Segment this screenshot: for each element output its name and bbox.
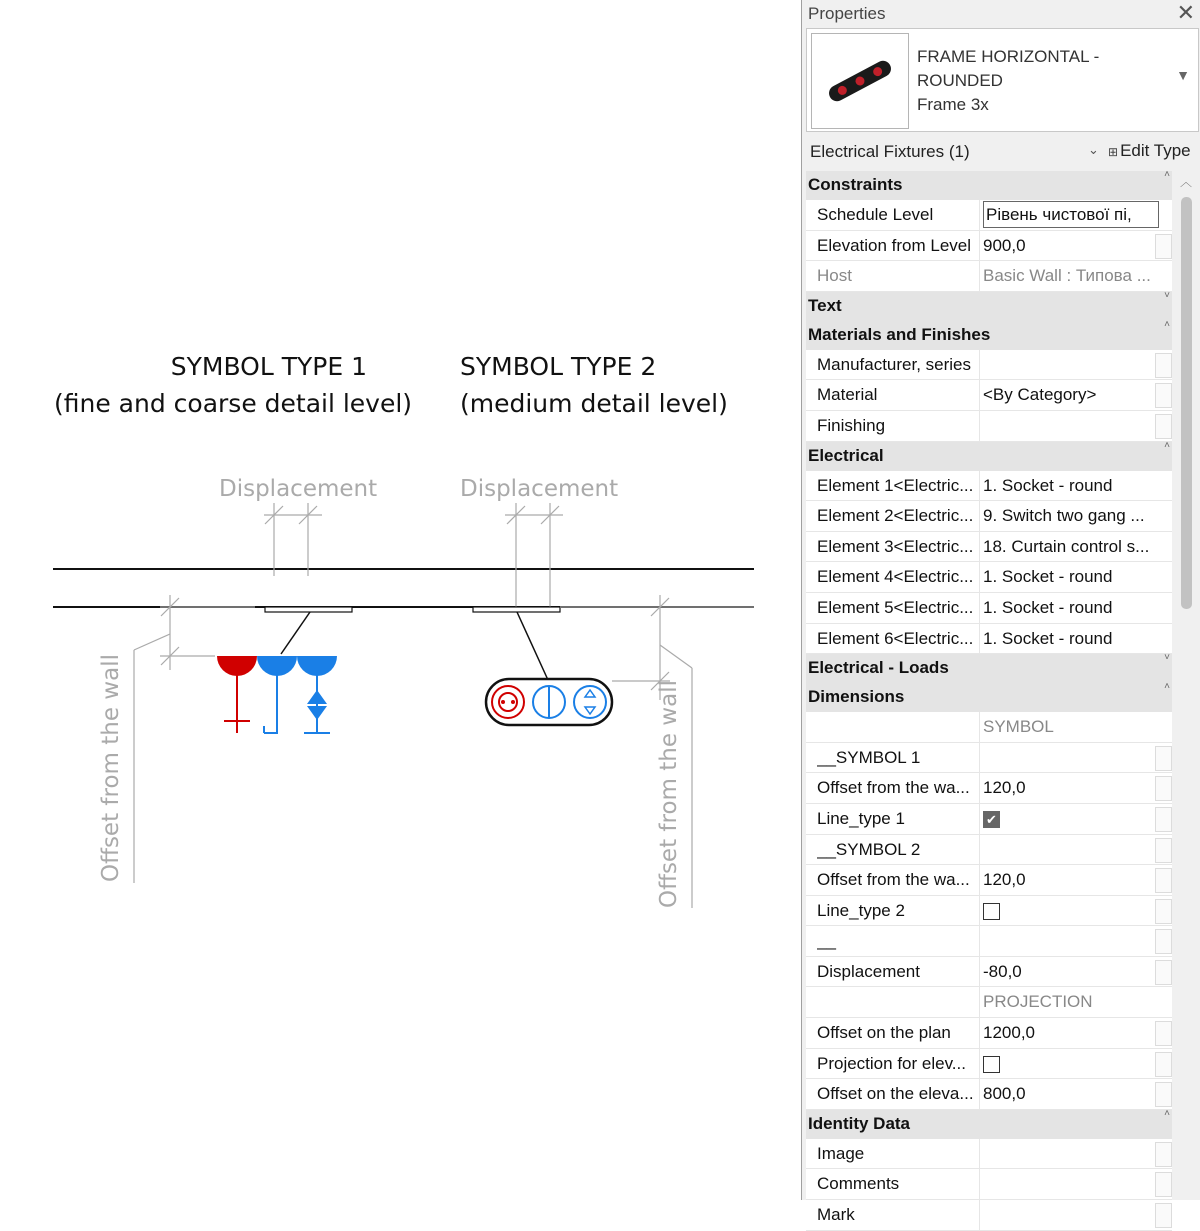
group-header[interactable] <box>806 289 1172 321</box>
group-header[interactable] <box>806 683 1172 712</box>
associate-parameter-button[interactable] <box>1155 383 1172 408</box>
group-title: Dimensions <box>808 687 905 707</box>
column-divider <box>979 532 980 562</box>
offset-dimension-1 <box>134 595 255 883</box>
column-divider <box>979 987 980 1017</box>
scrollbar-thumb[interactable] <box>1181 197 1192 609</box>
property-name: Manufacturer, series <box>817 354 972 374</box>
associate-parameter-button[interactable] <box>1155 414 1172 439</box>
associate-parameter-button[interactable] <box>1155 868 1172 893</box>
property-row[interactable] <box>806 1200 1172 1231</box>
column-divider <box>979 380 980 410</box>
property-value[interactable]: 18. Curtain control s... <box>983 536 1150 556</box>
property-name: Element 6<Electric... <box>817 628 974 648</box>
property-row[interactable] <box>806 773 1172 804</box>
expand-icon[interactable]: ˅ <box>1164 289 1170 301</box>
property-row[interactable] <box>806 350 1172 381</box>
edit-type-label: Edit Type <box>1120 141 1191 160</box>
column-divider <box>979 501 980 531</box>
column-divider <box>979 743 980 773</box>
property-value[interactable]: Рівень чистової пі, <box>983 201 1159 228</box>
property-row[interactable] <box>806 200 1172 231</box>
property-value[interactable]: PROJECTION <box>983 992 1093 1012</box>
group-title: Constraints <box>808 175 903 194</box>
property-name: Material <box>817 385 878 405</box>
group-title: Electrical <box>808 445 884 465</box>
property-row[interactable] <box>806 471 1172 502</box>
group-title: Text <box>808 295 842 315</box>
property-row[interactable] <box>806 835 1172 866</box>
property-row[interactable] <box>806 1018 1172 1049</box>
displacement-label-1: Displacement <box>219 476 378 502</box>
group-header[interactable] <box>806 439 1172 471</box>
property-name: Projection for elev... <box>817 1053 966 1073</box>
displacement-dimension-2 <box>505 503 563 610</box>
property-row[interactable] <box>806 865 1172 896</box>
type-name <box>917 45 1099 117</box>
property-value[interactable]: 1. Socket - round <box>983 628 1113 648</box>
symbol-type-1-subtitle: (fine and coarse detail level) <box>54 389 413 418</box>
property-name: Image <box>817 1143 865 1163</box>
property-row[interactable] <box>806 1049 1172 1080</box>
property-grid <box>806 171 1172 1231</box>
property-value[interactable]: 1. Socket - round <box>983 567 1113 587</box>
type-selector[interactable] <box>806 28 1199 132</box>
property-row[interactable] <box>806 926 1172 957</box>
group-title: Identity Data <box>808 1113 911 1133</box>
associate-parameter-button[interactable] <box>1155 746 1172 771</box>
associate-parameter-button[interactable] <box>1155 1082 1172 1107</box>
instance-filter <box>806 138 1197 166</box>
property-name: Host <box>817 266 852 286</box>
close-icon[interactable]: ✕ <box>1176 0 1195 25</box>
symbol-type-2-heading: SYMBOL TYPE 2 <box>460 352 657 381</box>
checkbox-checked[interactable]: ✔ <box>983 811 1000 828</box>
property-name: Schedule Level <box>817 205 934 224</box>
edit-type-icon: ⊞ <box>1108 145 1119 159</box>
property-row[interactable] <box>806 532 1172 563</box>
column-divider <box>979 865 980 895</box>
associate-parameter-button[interactable] <box>1155 1142 1172 1167</box>
type-family-line2: ROUNDED <box>917 71 1003 90</box>
column-divider <box>979 773 980 803</box>
property-name: Displacement <box>817 961 920 981</box>
edit-type-button[interactable] <box>1108 141 1191 161</box>
group-title: Materials and Finishes <box>808 324 991 344</box>
offset-label-2: Offset from the wall <box>656 680 682 908</box>
property-name: Mark <box>817 1205 855 1225</box>
type-thumbnail <box>811 33 909 129</box>
chevron-down-icon[interactable]: ⌄ <box>1088 142 1099 157</box>
property-row[interactable] <box>806 896 1172 927</box>
checkbox-unchecked[interactable] <box>983 1056 1000 1073</box>
property-row[interactable] <box>806 562 1172 593</box>
expand-icon[interactable]: ˅ <box>1164 652 1170 664</box>
property-name: Element 2<Electric... <box>817 506 974 526</box>
associate-parameter-button[interactable] <box>1155 899 1172 924</box>
column-divider <box>979 1049 980 1079</box>
property-row[interactable] <box>806 987 1172 1018</box>
column-divider <box>979 562 980 592</box>
column-divider <box>979 261 980 291</box>
property-checkbox-cell[interactable] <box>983 901 1155 921</box>
property-value[interactable]: 900,0 <box>983 235 1026 255</box>
associate-parameter-button[interactable] <box>1155 1203 1172 1228</box>
property-name: __ <box>817 931 836 951</box>
property-name: Offset on the plan <box>817 1023 951 1043</box>
associate-parameter-button[interactable] <box>1155 353 1172 378</box>
property-name: Finishing <box>817 415 886 435</box>
associate-parameter-button[interactable] <box>1155 929 1172 954</box>
leader-line-1 <box>281 612 310 654</box>
scroll-up-icon[interactable]: ︿ <box>1180 175 1193 189</box>
property-value[interactable]: 800,0 <box>983 1084 1026 1104</box>
column-divider <box>979 471 980 501</box>
chevron-down-icon[interactable]: ▼ <box>1176 67 1190 83</box>
symbol-type-1-heading: SYMBOL TYPE 1 <box>170 352 367 381</box>
frame-mark-1 <box>265 607 352 612</box>
property-checkbox-cell[interactable] <box>983 809 1155 829</box>
symbol-type-2-title <box>460 348 728 422</box>
instance-filter-label[interactable]: Electrical Fixtures (1) <box>810 142 970 161</box>
property-row[interactable] <box>806 231 1172 262</box>
property-name: Line_type 1 <box>817 808 905 828</box>
column-divider <box>979 1079 980 1109</box>
property-name: Offset on the eleva... <box>817 1084 974 1104</box>
group-header[interactable] <box>806 318 1172 350</box>
leader-line-2 <box>517 612 548 680</box>
associate-parameter-button[interactable] <box>1155 776 1172 801</box>
property-value[interactable]: 120,0 <box>983 778 1026 798</box>
associate-parameter-button[interactable] <box>1155 1021 1172 1046</box>
group-title: Electrical - Loads <box>808 658 949 678</box>
displacement-dimension-1 <box>264 503 322 576</box>
property-name: Element 4<Electric... <box>817 567 974 587</box>
property-name: __SYMBOL 1 <box>817 747 921 767</box>
column-divider <box>979 835 980 865</box>
checkbox-unchecked[interactable] <box>983 903 1000 920</box>
property-name: Element 1<Electric... <box>817 475 974 495</box>
column-divider <box>979 593 980 623</box>
column-divider <box>979 411 980 441</box>
property-name: Element 3<Electric... <box>817 536 974 556</box>
group-header[interactable] <box>806 171 1172 200</box>
column-divider <box>979 804 980 834</box>
property-row[interactable] <box>806 593 1172 624</box>
symbol-type-1-title <box>54 348 413 422</box>
property-value[interactable]: 120,0 <box>983 870 1026 890</box>
column-divider <box>979 926 980 956</box>
property-row[interactable] <box>806 411 1172 442</box>
column-divider <box>979 957 980 987</box>
property-value[interactable]: <By Category> <box>983 385 1097 405</box>
frame-thumbnail-icon <box>812 34 908 128</box>
property-value[interactable]: 1. Socket - round <box>983 475 1113 495</box>
associate-parameter-button[interactable] <box>1155 960 1172 985</box>
displacement-label-2: Displacement <box>460 476 619 502</box>
associate-parameter-button[interactable] <box>1155 807 1172 832</box>
property-name: Elevation from Level <box>817 235 972 255</box>
collapse-icon[interactable]: ˄ <box>1164 1107 1170 1119</box>
property-row[interactable] <box>806 1139 1172 1170</box>
property-row[interactable] <box>806 804 1172 835</box>
properties-titlebar <box>802 0 1200 28</box>
property-row[interactable] <box>806 501 1172 532</box>
property-name: __SYMBOL 2 <box>817 839 921 859</box>
column-divider <box>979 200 980 230</box>
property-row[interactable] <box>806 712 1172 743</box>
property-value[interactable]: 9. Switch two gang ... <box>983 506 1145 526</box>
group-header[interactable] <box>806 654 1172 683</box>
property-name: Comments <box>817 1174 900 1194</box>
property-value[interactable]: Basic Wall : Типова ... <box>983 266 1151 286</box>
group-header[interactable] <box>806 1107 1172 1139</box>
column-divider <box>979 1018 980 1048</box>
associate-parameter-button[interactable] <box>1155 234 1172 259</box>
property-row[interactable] <box>806 261 1172 292</box>
property-name: Line_type 2 <box>817 900 905 920</box>
properties-panel <box>801 0 1200 1225</box>
collapse-icon[interactable]: ˄ <box>1164 439 1170 451</box>
column-divider <box>979 896 980 926</box>
column-divider <box>979 712 980 742</box>
collapse-icon[interactable]: ˄ <box>1164 318 1170 330</box>
associate-parameter-button[interactable] <box>1155 1052 1172 1077</box>
property-value[interactable]: SYMBOL <box>983 717 1054 737</box>
property-row[interactable] <box>806 1169 1172 1200</box>
type-family-line1: FRAME HORIZONTAL - <box>917 47 1100 66</box>
column-divider <box>979 624 980 654</box>
column-divider <box>979 1139 980 1169</box>
property-row[interactable] <box>806 380 1172 411</box>
associate-parameter-button[interactable] <box>1155 1172 1172 1197</box>
property-row[interactable] <box>806 624 1172 655</box>
property-value[interactable]: -80,0 <box>983 961 1022 981</box>
properties-title: Properties <box>808 4 886 23</box>
property-row[interactable] <box>806 1079 1172 1110</box>
column-divider <box>979 1200 980 1230</box>
property-name: Element 5<Electric... <box>817 597 974 617</box>
associate-parameter-button[interactable] <box>1155 838 1172 863</box>
symbol-type-2-subtitle: (medium detail level) <box>460 389 728 418</box>
property-name: Offset from the wa... <box>817 870 970 890</box>
column-divider <box>979 1169 980 1199</box>
collapse-icon[interactable]: ˄ <box>1164 169 1170 180</box>
frame-mark-2 <box>473 607 560 612</box>
type-name-line: Frame 3x <box>917 95 989 114</box>
column-divider <box>979 231 980 261</box>
collapse-icon[interactable]: ˄ <box>1164 681 1170 693</box>
scrollbar[interactable] <box>1177 171 1197 1200</box>
property-value[interactable]: 1200,0 <box>983 1023 1035 1043</box>
property-row[interactable] <box>806 957 1172 988</box>
column-divider <box>979 350 980 380</box>
property-checkbox-cell[interactable] <box>983 1054 1155 1074</box>
property-value[interactable]: 1. Socket - round <box>983 597 1113 617</box>
property-row[interactable] <box>806 743 1172 774</box>
property-name: Offset from the wa... <box>817 778 970 798</box>
offset-label-1: Offset from the wall <box>98 654 124 882</box>
